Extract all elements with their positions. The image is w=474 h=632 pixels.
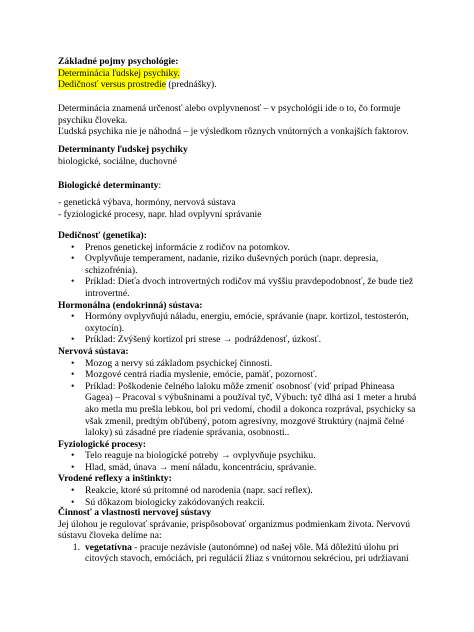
list-item: • Príklad: Zvýšený kortizol pri strese → podráždenosť, úzkosť. <box>58 334 418 346</box>
physio-list <box>58 450 418 473</box>
list-item: • Príklad: Dieťa dvoch introvertných rodičov má vyššiu pravdepodobnosť, že bude tiež introvertné. <box>58 276 418 299</box>
list-item: • Mozog a nervy sú základom psychickej činnosti. <box>58 358 418 370</box>
determinants-heading: Determinanty ľudskej psychiky <box>58 144 188 155</box>
heredity-heading: Dedičnosť (genetika): <box>58 230 147 241</box>
reflexes-heading: Vrodené reflexy a inštinkty: <box>58 473 172 485</box>
determinants-block <box>58 144 418 167</box>
list-item: • Sú dôkazom biologicky zakódovaných reakcií. <box>58 497 418 509</box>
bio-heading-colon: : <box>158 180 162 191</box>
bio-list-block <box>58 197 418 220</box>
intro-statement: Ľudská psychika nie je náhodná – je výsledkom rôznych vnútorných a vonkajších faktorov. <box>58 126 409 138</box>
list-item: • Prenos genetickej informácie z rodičov na potomkov. <box>58 242 418 254</box>
list-item: • Mozgové centrá riadia myslenie, emócie, pamäť, pozornosť. <box>58 369 418 381</box>
heredity-list <box>58 242 418 300</box>
list-item: • Hlad, smäd, únava → mení náladu, koncentráciu, správanie. <box>58 462 418 474</box>
lectures-note: (prednášky). <box>166 79 217 91</box>
physio-heading: Fyziologické procesy: <box>58 438 147 450</box>
document-title: Základné pojmy psychológie: <box>58 56 179 67</box>
activity-text: Jej úlohou je regulovať správanie, prispôsobovať organizmus podmienkam života. Nervovú sústavu človeka delíme na: <box>58 518 410 542</box>
hormonal-list <box>58 311 418 346</box>
hormonal-heading: Hormonálna (endokrinná) sústava: <box>58 299 203 311</box>
numbered-item <box>58 542 418 565</box>
highlight-determination: Determinácia ľudskej psychiky. <box>58 67 180 79</box>
item-number: 1. <box>72 541 80 553</box>
sections-block <box>58 230 418 508</box>
intro-block <box>58 103 418 138</box>
highlight-heredity: Dedičnosť versus prostredie <box>58 79 167 91</box>
bio-heading-block <box>58 180 418 192</box>
list-item: • Reakcie, ktoré sú prítomné od narodenia (napr. sací reflex). <box>58 485 418 497</box>
activity-block <box>58 507 418 565</box>
list-item: • Hormóny ovplyvňujú náladu, energiu, emócie, správanie (napr. kortizol, testosterón, oxytocín). <box>58 311 418 334</box>
activity-heading: Činnosť a vlastnosti nervovej sústavy <box>58 507 212 518</box>
bio-item: - genetická výbava, hormóny, nervová sústava <box>58 197 236 208</box>
list-item: • Telo reaguje na biologické potreby → ovplyvňuje psychiku. <box>58 450 418 462</box>
determinants-list: biologické, sociálne, duchovné <box>58 155 177 167</box>
nervous-list <box>58 358 418 439</box>
reflexes-list <box>58 485 418 508</box>
header-block <box>58 56 418 91</box>
list-item: • Ovplyvňuje temperament, nadanie, riziko duševných porúch (napr. depresia, schizofrénia). <box>58 253 418 276</box>
nervous-heading: Nervová sústava: <box>58 345 129 357</box>
intro-definition: Determinácia znamená určenosť alebo ovplyvnenosť – v psychológii ide o to, čo formuje psychiku človeka. <box>58 103 401 126</box>
bio-item: - fyziologické procesy, napr. hlad ovplyvní správanie <box>58 208 262 220</box>
vegetative-description: - pracuje nezávisle (autonómne) od našej vôle. Má dôležitú úlohu pri citových stavoch, emóciách, pri regulácií žliaz s vnútornou sekréciou, pri udržiavaní <box>85 541 409 565</box>
bio-heading: Biologické determinanty <box>58 180 159 191</box>
vegetative-term: vegetatívna <box>85 541 132 553</box>
list-item: • Príklad: Poškodenie čelného laloku môže zmeniť osobnosť (viď prípad Phineasa Gagea) – Pracoval s výbušninami a používal tyč, Výbuch: tyč dlhá asi 1 meter a hrubá ako metla mu prešla lebkou, bol pri vedomí, chodil a dokonca rozprával, psychicky sa však zmenil, predtým obľúbený, potom agresívny, mozgové štruktúry (najmä čelné laloky) sú zásadné pre riadenie správania, osobnosti.. <box>58 381 418 439</box>
